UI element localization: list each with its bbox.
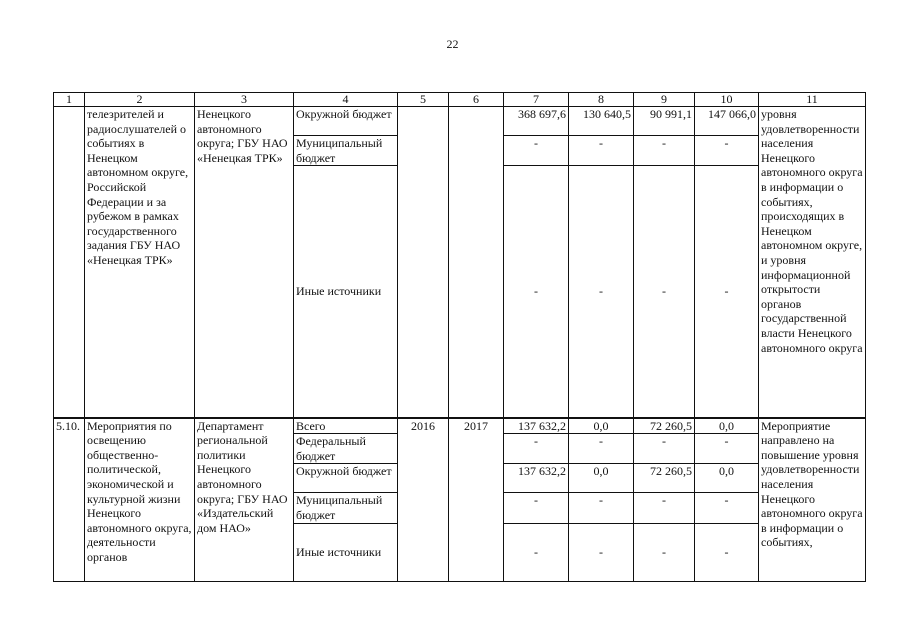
value-cell: 137 632,2 bbox=[504, 418, 569, 434]
value-cell: 0,0 bbox=[695, 418, 759, 434]
value-cell: - bbox=[634, 493, 695, 523]
program-table bbox=[53, 92, 866, 582]
value-cell: 137 632,2 bbox=[504, 464, 569, 493]
result-cell: уровня удовлетворенности населения Ненецкого автономного округа в информации о событиях, происходящих в Ненецком автономном округе, и уровня информационной открытости органов государственной власти Ненецкого автономного округа bbox=[759, 107, 866, 418]
value-cell: - bbox=[569, 166, 634, 418]
value-cell: 368 697,6 bbox=[504, 107, 569, 136]
value-cell: - bbox=[695, 493, 759, 523]
header-cell: 7 bbox=[504, 93, 569, 107]
value-cell: - bbox=[634, 523, 695, 581]
executor-cell: Департамент региональной политики Ненецкого автономного округа; ГБУ НАО «Издательский дом НАО» bbox=[195, 418, 294, 581]
value-cell: - bbox=[695, 166, 759, 418]
header-row bbox=[54, 93, 866, 107]
header-cell: 8 bbox=[569, 93, 634, 107]
source-cell: Всего bbox=[294, 418, 398, 434]
header-cell: 3 bbox=[195, 93, 294, 107]
value-cell: - bbox=[695, 434, 759, 464]
value-cell: 90 991,1 bbox=[634, 107, 695, 136]
header-cell: 4 bbox=[294, 93, 398, 107]
end-year-cell: 2017 bbox=[449, 418, 504, 581]
value-cell: 130 640,5 bbox=[569, 107, 634, 136]
value-cell: - bbox=[634, 434, 695, 464]
header-cell: 11 bbox=[759, 93, 866, 107]
source-cell: Окружной бюджет bbox=[294, 464, 398, 493]
activity-cell: телезрителей и радиослушателей о событиях в Ненецком автономном округе, Российской Федерации и за рубежом в рамках государственного задания ГБУ НАО «Ненецкая ТРК» bbox=[85, 107, 195, 418]
page-number: 22 bbox=[446, 37, 459, 51]
value-cell: - bbox=[504, 523, 569, 581]
header-cell: 5 bbox=[398, 93, 449, 107]
value-cell: 72 260,5 bbox=[634, 418, 695, 434]
source-cell: Иные источники bbox=[294, 166, 398, 418]
value-cell: - bbox=[504, 166, 569, 418]
result-cell: Мероприятие направлено на повышение уровня удовлетворенности населения Ненецкого автономного округа в информации о событиях, bbox=[759, 418, 866, 581]
value-cell: 147 066,0 bbox=[695, 107, 759, 136]
start-year-cell: 2016 bbox=[398, 418, 449, 581]
value-cell: - bbox=[634, 166, 695, 418]
source-cell: Муниципальный бюджет bbox=[294, 493, 398, 523]
executor-cell: Ненецкого автономного округа; ГБУ НАО «Ненецкая ТРК» bbox=[195, 107, 294, 418]
value-cell: - bbox=[504, 493, 569, 523]
value-cell: 0,0 bbox=[569, 418, 634, 434]
value-cell: - bbox=[569, 523, 634, 581]
value-cell: - bbox=[695, 136, 759, 166]
start-year-cell bbox=[398, 107, 449, 418]
value-cell: - bbox=[504, 434, 569, 464]
source-cell: Муниципальный бюджет bbox=[294, 136, 398, 166]
header-cell: 1 bbox=[54, 93, 85, 107]
source-cell: Иные источники bbox=[294, 523, 398, 581]
end-year-cell bbox=[449, 107, 504, 418]
source-cell: Федеральный бюджет bbox=[294, 434, 398, 464]
value-cell: - bbox=[634, 136, 695, 166]
value-cell: - bbox=[569, 434, 634, 464]
header-cell: 2 bbox=[85, 93, 195, 107]
value-cell: - bbox=[569, 493, 634, 523]
source-cell: Окружной бюджет bbox=[294, 107, 398, 136]
table-row bbox=[54, 418, 866, 434]
number-cell bbox=[54, 107, 85, 418]
value-cell: 0,0 bbox=[695, 464, 759, 493]
value-cell: 72 260,5 bbox=[634, 464, 695, 493]
number-cell: 5.10. bbox=[54, 418, 85, 581]
table-row bbox=[54, 107, 866, 136]
header-cell: 10 bbox=[695, 93, 759, 107]
header-cell: 9 bbox=[634, 93, 695, 107]
header-cell: 6 bbox=[449, 93, 504, 107]
value-cell: - bbox=[504, 136, 569, 166]
value-cell: - bbox=[569, 136, 634, 166]
value-cell: - bbox=[695, 523, 759, 581]
value-cell: 0,0 bbox=[569, 464, 634, 493]
activity-cell: Мероприятия по освещению общественно-политической, экономической и культурной жизни Ненецкого автономного округа, деятельности органов bbox=[85, 418, 195, 581]
